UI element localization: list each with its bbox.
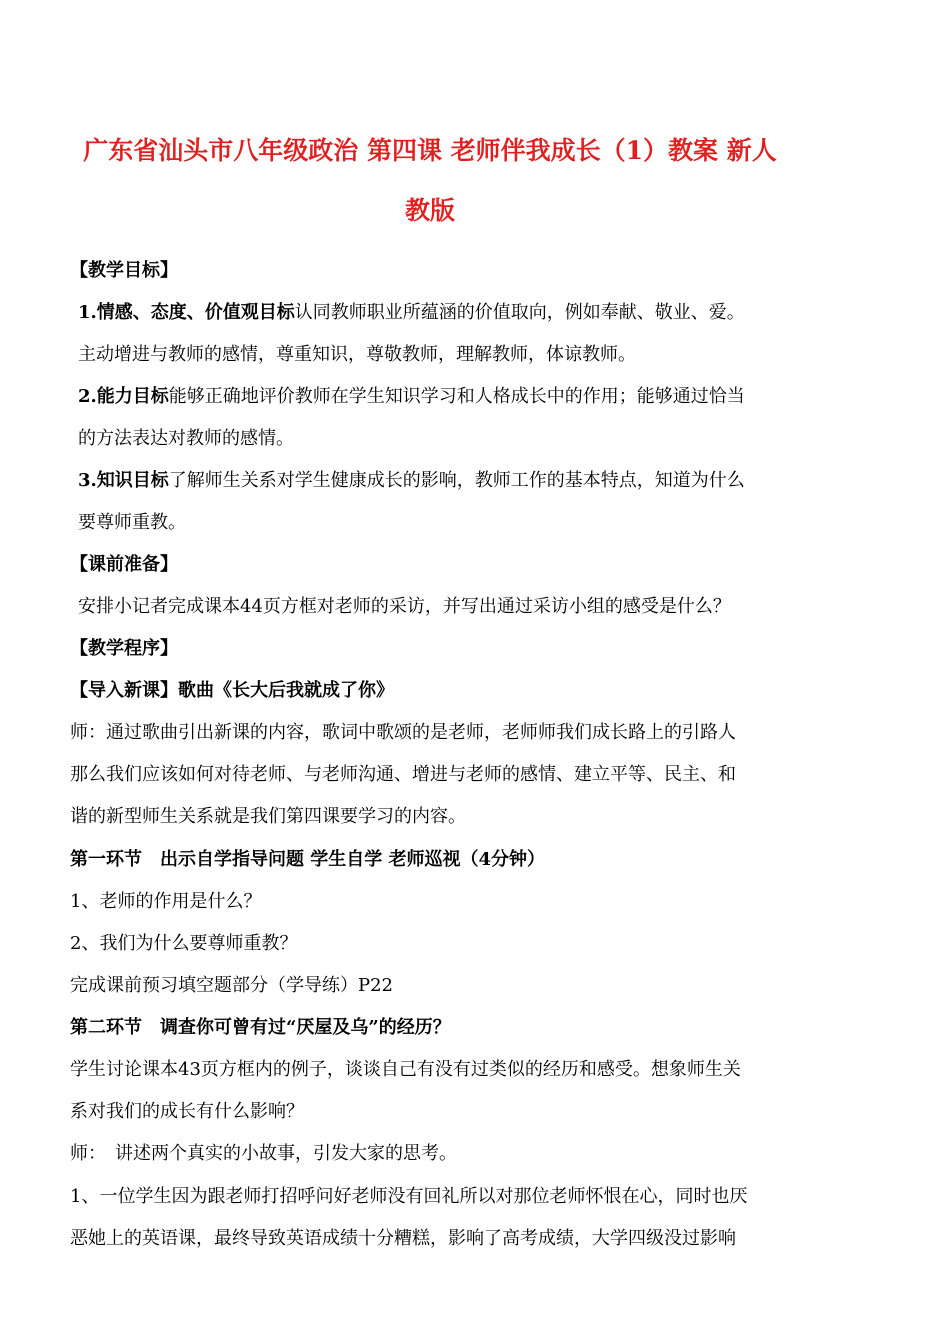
objective-1-continued: 主动增进与教师的感情，尊重知识，尊敬教师，理解教师，体谅教师。 [78, 344, 636, 365]
step2-paragraph-line: 系对我们的成长有什么影响？ [70, 1101, 304, 1122]
objective-2-label: 2.能力目标 [78, 386, 169, 407]
objective-3-text: 了解师生关系对学生健康成长的影响，教师工作的基本特点，知道为什么 [168, 470, 745, 491]
objective-2-continued: 的方法表达对教师的感情。 [78, 428, 294, 449]
objective-1 [78, 301, 745, 325]
story1-line: 1、一位学生因为跟老师打招呼问好老师没有回礼所以对那位老师怀恨在心，同时也厌 [70, 1186, 748, 1207]
intro-heading: 【导入新课】歌曲《长大后我就成了你》 [70, 680, 394, 701]
story1-line: 恶她上的英语课，最终导致英语成绩十分糟糕，影响了高考成绩，大学四级没过影响 [70, 1228, 736, 1249]
procedure-heading: 【教学程序】 [70, 638, 178, 659]
step1-question: 1、老师的作用是什么？ [70, 891, 262, 912]
objective-1-label: 1.情感、态度、价值观目标 [78, 302, 295, 323]
objective-2-text: 能够正确地评价教师在学生知识学习和人格成长中的作用；能够通过恰当 [168, 386, 745, 407]
objective-2 [78, 385, 745, 409]
step2-teacher-line: 师： 讲述两个真实的小故事，引发大家的思考。 [70, 1143, 457, 1164]
objective-3 [78, 469, 745, 493]
step1-question: 2、我们为什么要尊师重教？ [70, 933, 298, 954]
step2-paragraph-line: 学生讨论课本43页方框内的例子，谈谈自己有没有过类似的经历和感受。想象师生关 [70, 1059, 741, 1080]
intro-paragraph-line: 谐的新型师生关系就是我们第四课要学习的内容。 [70, 806, 466, 827]
step2-heading: 第二环节 调查你可曾有过“厌屋及乌”的经历？ [70, 1017, 451, 1038]
objective-1-text: 认同教师职业所蕴涵的价值取向，例如奉献、敬业、爱。 [294, 302, 745, 323]
prep-heading: 【课前准备】 [70, 554, 178, 575]
document-title-continued: 教版 [404, 196, 455, 225]
step1-task: 完成课前预习填空题部分（学导练）P22 [70, 975, 394, 996]
prep-text: 安排小记者完成课本44页方框对老师的采访，并写出通过采访小组的感受是什么？ [78, 596, 731, 617]
objective-3-continued: 要尊师重教。 [78, 512, 186, 533]
intro-paragraph-line: 师：通过歌曲引出新课的内容，歌词中歌颂的是老师，老师师我们成长路上的引路人 [70, 722, 736, 743]
objectives-heading: 【教学目标】 [70, 260, 178, 281]
document-title: 广东省汕头市八年级政治 第四课 老师伴我成长（1）教案 新人 [83, 136, 777, 165]
step1-heading: 第一环节 出示自学指导问题 学生自学 老师巡视（4分钟） [70, 849, 546, 870]
objective-3-label: 3.知识目标 [78, 470, 169, 491]
intro-paragraph-line: 那么我们应该如何对待老师、与老师沟通、增进与老师的感情、建立平等、民主、和 [70, 764, 736, 785]
